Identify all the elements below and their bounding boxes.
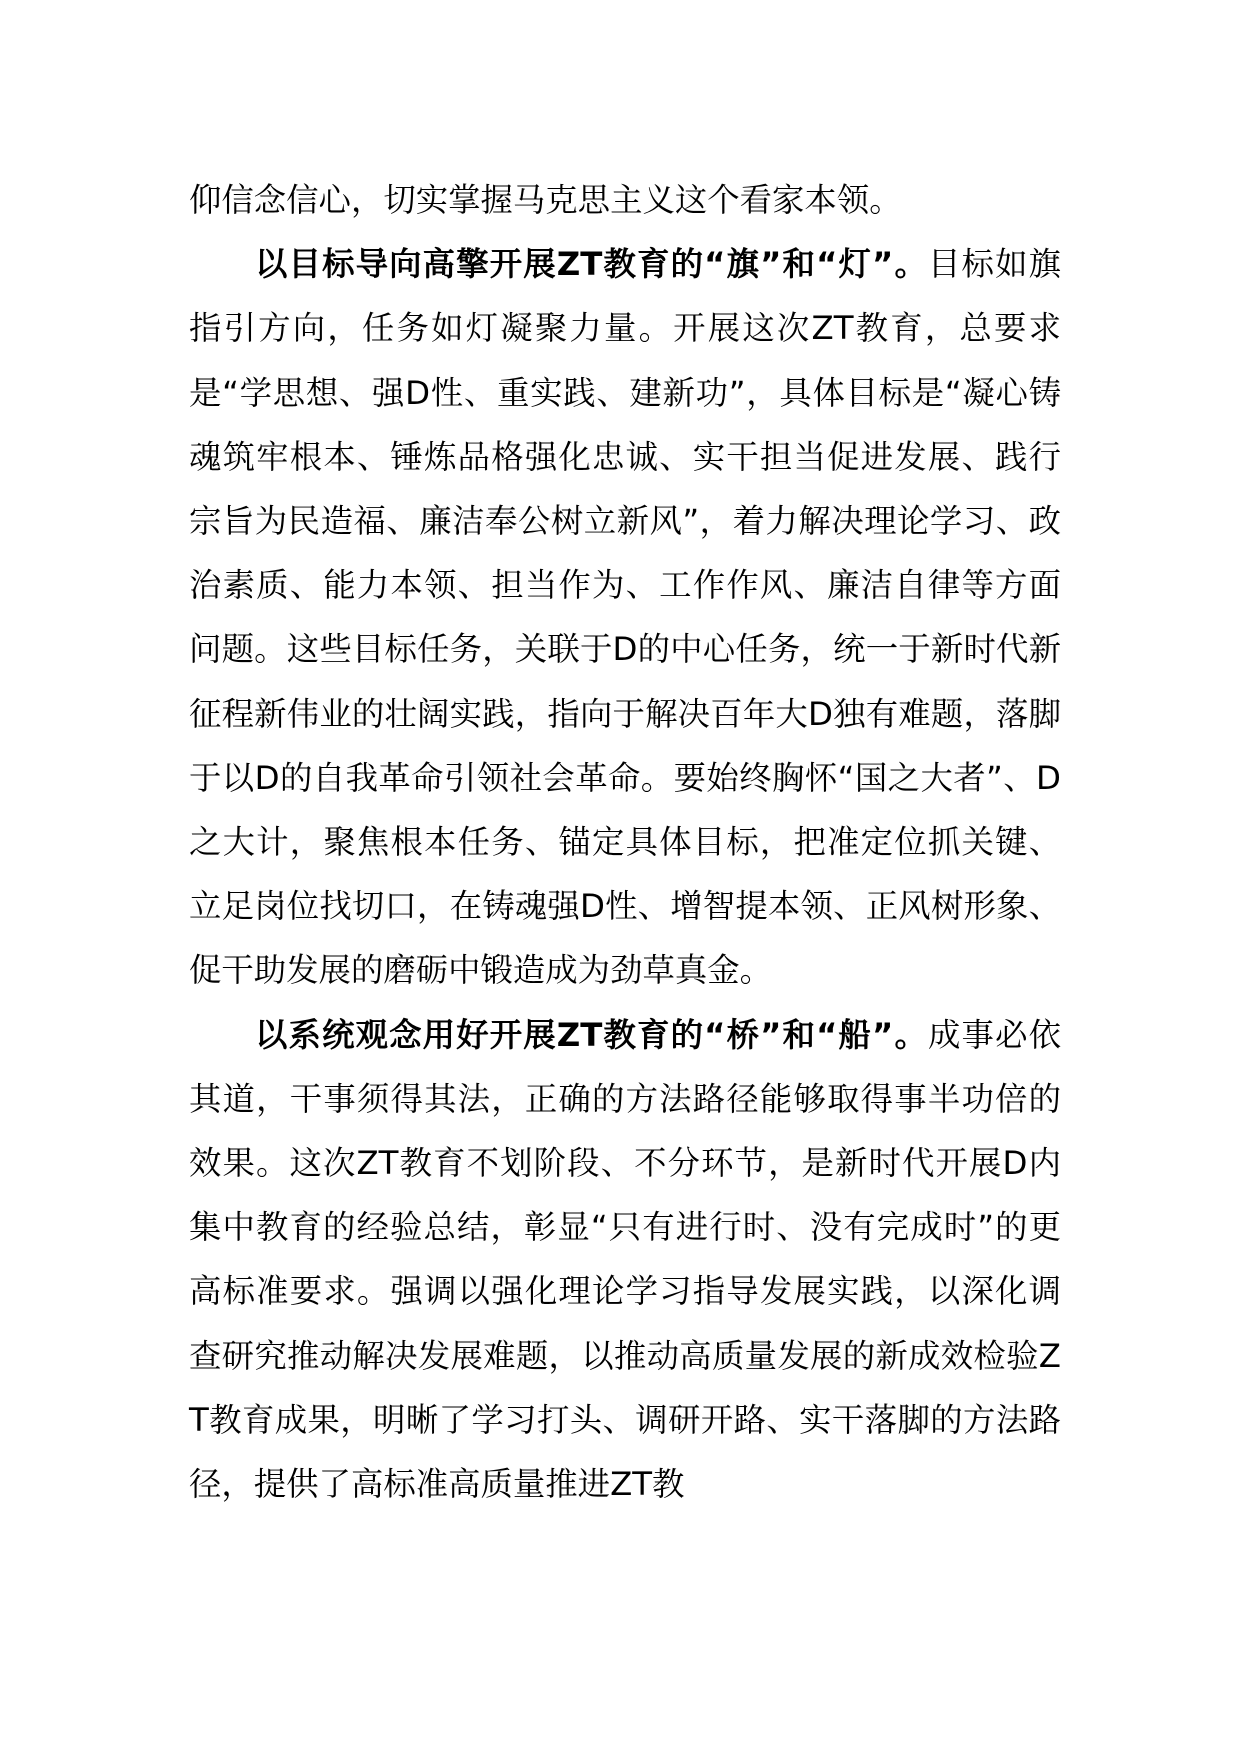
paragraph-goal-orientation bbox=[189, 232, 1061, 1002]
paragraph-heading: 以系统观念用好开展ZT教育的“桥”和“船”。 bbox=[255, 1015, 929, 1054]
paragraph-body: 目标如旗指引方向，任务如灯凝聚力量。开展这次ZT教育，总要求是“学思想、强D性、重实践、建新功”，具体目标是“凝心铸魂筑牢根本、锤炼品格强化忠诚、实干担当促进发展、践行宗旨为民造福、廉洁奉公树立新风”，着力解决理论学习、政治素质、能力本领、担当作为、工作作风、廉洁自律等方面问题。这些目标任务，关联于D的中心任务，统一于新时代新征程新伟业的壮阔实践，指向于解决百年大D独有难题，落脚于以D的自我革命引领社会革命。要始终胸怀“国之大者”、D之大计，聚焦根本任务、锚定具体目标，把准定位抓关键、立足岗位找切口，在铸魂强D性、增智提本领、正风树形象、促干助发展的磨砺中锻造成为劲草真金。 bbox=[189, 245, 1062, 990]
paragraph-body: 成事必依其道，干事须得其法，正确的方法路径能够取得事半功倍的效果。这次ZT教育不划阶段、不分环节，是新时代开展D内集中教育的经验总结，彰显“只有进行时、没有完成时”的更高标准要求。强调以强化理论学习指导发展实践，以深化调查研究推动解决发展难题，以推动高质量发展的新成效检验ZT教育成果，明晰了学习打头、调研开路、实干落脚的方法路径，提供了高标准高质量推进ZT教 bbox=[189, 1015, 1062, 1504]
paragraph-system-concept bbox=[189, 1003, 1061, 1517]
paragraph-heading: 以目标导向高擎开展ZT教育的“旗”和“灯”。 bbox=[255, 245, 929, 284]
paragraph-body: 仰信念信心，切实掌握马克思主义这个看家本领。 bbox=[189, 181, 902, 219]
paragraph-continuation bbox=[189, 168, 1061, 232]
document-page bbox=[189, 168, 1061, 1516]
